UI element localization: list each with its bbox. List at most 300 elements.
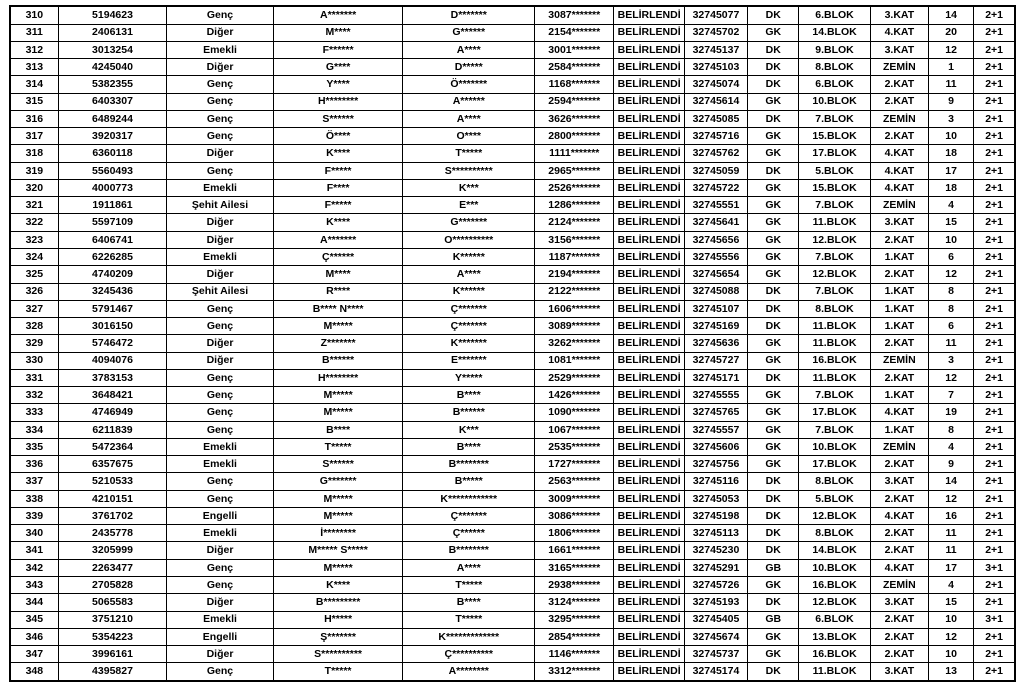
cell-last-name: B****** [403,404,535,421]
cell-application-no: 32745726 [684,577,747,594]
cell-category: Şehit Ailesi [167,283,274,300]
cell-phone: 3009******* [535,490,614,507]
table-row [10,59,1015,76]
cell-block: 7.BLOK [799,421,870,438]
table-row [10,369,1015,386]
cell-code: GK [748,24,799,41]
cell-code: GK [748,231,799,248]
cell-applicant-id: 4740209 [58,266,167,283]
cell-category: Genç [167,6,274,24]
cell-apartment-no: 11 [928,76,973,93]
cell-application-no: 32745171 [684,369,747,386]
cell-application-no: 32745116 [684,473,747,490]
cell-row-number: 325 [10,266,58,283]
cell-phone: 1806******* [535,525,614,542]
cell-status: BELİRLENDİ [614,594,684,611]
cell-house-type: 2+1 [974,214,1015,231]
cell-block: 5.BLOK [799,162,870,179]
cell-apartment-no: 11 [928,542,973,559]
cell-code: GK [748,438,799,455]
table-row [10,76,1015,93]
cell-block: 11.BLOK [799,335,870,352]
cell-last-name: O**** [403,128,535,145]
cell-house-type: 2+1 [974,473,1015,490]
cell-apartment-no: 10 [928,646,973,663]
cell-house-type: 2+1 [974,145,1015,162]
cell-phone: 1067******* [535,421,614,438]
cell-house-type: 2+1 [974,404,1015,421]
cell-apartment-no: 10 [928,611,973,628]
cell-application-no: 32745551 [684,197,747,214]
cell-block: 12.BLOK [799,266,870,283]
cell-code: DK [748,41,799,58]
cell-applicant-id: 6360118 [58,145,167,162]
cell-status: BELİRLENDİ [614,248,684,265]
cell-applicant-id: 6226285 [58,248,167,265]
cell-phone: 3089******* [535,318,614,335]
cell-apartment-no: 8 [928,300,973,317]
cell-applicant-id: 3920317 [58,128,167,145]
cell-applicant-id: 6489244 [58,110,167,127]
cell-applicant-id: 4746949 [58,404,167,421]
cell-last-name: K*** [403,421,535,438]
cell-row-number: 342 [10,559,58,576]
cell-category: Emekli [167,456,274,473]
cell-house-type: 2+1 [974,266,1015,283]
cell-category: Genç [167,76,274,93]
cell-code: GK [748,456,799,473]
cell-first-name: M**** [273,24,403,41]
cell-category: Genç [167,93,274,110]
cell-row-number: 334 [10,421,58,438]
table-row [10,214,1015,231]
table-row [10,145,1015,162]
cell-block: 12.BLOK [799,231,870,248]
cell-first-name: M**** [273,266,403,283]
cell-status: BELİRLENDİ [614,559,684,576]
cell-house-type: 2+1 [974,577,1015,594]
cell-code: DK [748,162,799,179]
cell-application-no: 32745230 [684,542,747,559]
cell-category: Emekli [167,611,274,628]
cell-category: Diğer [167,145,274,162]
cell-phone: 1606******* [535,300,614,317]
cell-application-no: 32745756 [684,456,747,473]
table-row [10,404,1015,421]
cell-code: GK [748,421,799,438]
cell-house-type: 3+1 [974,611,1015,628]
table-row [10,507,1015,524]
table-row [10,438,1015,455]
cell-apartment-no: 12 [928,628,973,645]
cell-block: 16.BLOK [799,646,870,663]
cell-first-name: R**** [273,283,403,300]
cell-house-type: 2+1 [974,335,1015,352]
table-row [10,663,1015,681]
cell-house-type: 2+1 [974,76,1015,93]
cell-code: DK [748,6,799,24]
cell-row-number: 330 [10,352,58,369]
cell-category: Diğer [167,266,274,283]
cell-block: 8.BLOK [799,473,870,490]
cell-last-name: D***** [403,59,535,76]
cell-block: 16.BLOK [799,352,870,369]
cell-block: 8.BLOK [799,300,870,317]
cell-last-name: Ç******* [403,507,535,524]
cell-block: 14.BLOK [799,24,870,41]
cell-first-name: K**** [273,145,403,162]
cell-last-name: B**** [403,594,535,611]
cell-row-number: 322 [10,214,58,231]
table-row [10,93,1015,110]
cell-applicant-id: 3996161 [58,646,167,663]
cell-first-name: B**** [273,421,403,438]
cell-house-type: 2+1 [974,507,1015,524]
cell-status: BELİRLENDİ [614,300,684,317]
cell-status: BELİRLENDİ [614,404,684,421]
cell-floor: 4.KAT [870,145,928,162]
cell-status: BELİRLENDİ [614,318,684,335]
table-row [10,283,1015,300]
cell-house-type: 2+1 [974,318,1015,335]
cell-application-no: 32745107 [684,300,747,317]
cell-status: BELİRLENDİ [614,542,684,559]
cell-status: BELİRLENDİ [614,525,684,542]
cell-house-type: 2+1 [974,110,1015,127]
cell-applicant-id: 5597109 [58,214,167,231]
cell-last-name: B***** [403,473,535,490]
cell-block: 13.BLOK [799,628,870,645]
cell-first-name: M***** [273,404,403,421]
cell-code: GK [748,214,799,231]
cell-code: DK [748,283,799,300]
cell-first-name: Y**** [273,76,403,93]
cell-code: DK [748,369,799,386]
cell-last-name: B******** [403,542,535,559]
cell-floor: 1.KAT [870,248,928,265]
cell-status: BELİRLENDİ [614,266,684,283]
cell-house-type: 2+1 [974,628,1015,645]
cell-floor: 2.KAT [870,646,928,663]
table-row [10,525,1015,542]
cell-row-number: 343 [10,577,58,594]
cell-last-name: K****** [403,248,535,265]
cell-apartment-no: 9 [928,456,973,473]
cell-last-name: B**** [403,387,535,404]
cell-application-no: 32745555 [684,387,747,404]
cell-phone: 1661******* [535,542,614,559]
cell-phone: 2854******* [535,628,614,645]
cell-first-name: S****** [273,456,403,473]
cell-apartment-no: 4 [928,577,973,594]
cell-last-name: T***** [403,577,535,594]
cell-status: BELİRLENDİ [614,421,684,438]
cell-first-name: M***** S***** [273,542,403,559]
cell-status: BELİRLENDİ [614,369,684,386]
cell-first-name: B****** [273,352,403,369]
cell-application-no: 32745137 [684,41,747,58]
cell-floor: 3.KAT [870,663,928,681]
cell-row-number: 329 [10,335,58,352]
cell-row-number: 347 [10,646,58,663]
cell-floor: 3.KAT [870,41,928,58]
cell-status: BELİRLENDİ [614,352,684,369]
cell-house-type: 2+1 [974,162,1015,179]
cell-application-no: 32745606 [684,438,747,455]
cell-code: DK [748,490,799,507]
cell-applicant-id: 2263477 [58,559,167,576]
cell-first-name: Ö**** [273,128,403,145]
cell-floor: 2.KAT [870,93,928,110]
cell-floor: ZEMİN [870,197,928,214]
cell-application-no: 32745077 [684,6,747,24]
cell-status: BELİRLENDİ [614,197,684,214]
cell-code: DK [748,59,799,76]
cell-code: GK [748,404,799,421]
cell-status: BELİRLENDİ [614,283,684,300]
cell-block: 15.BLOK [799,128,870,145]
cell-block: 10.BLOK [799,559,870,576]
cell-apartment-no: 11 [928,525,973,542]
cell-floor: 1.KAT [870,387,928,404]
cell-application-no: 32745737 [684,646,747,663]
cell-last-name: S********** [403,162,535,179]
cell-row-number: 313 [10,59,58,76]
cell-floor: 2.KAT [870,231,928,248]
cell-category: Genç [167,577,274,594]
cell-block: 7.BLOK [799,197,870,214]
cell-house-type: 2+1 [974,6,1015,24]
cell-status: BELİRLENDİ [614,214,684,231]
cell-category: Genç [167,559,274,576]
cell-apartment-no: 16 [928,507,973,524]
cell-phone: 2194******* [535,266,614,283]
cell-last-name: Ç********** [403,646,535,663]
cell-floor: ZEMİN [870,438,928,455]
cell-first-name: H******** [273,93,403,110]
cell-last-name: A****** [403,93,535,110]
cell-code: GK [748,93,799,110]
cell-apartment-no: 18 [928,145,973,162]
cell-applicant-id: 4000773 [58,179,167,196]
cell-last-name: A**** [403,559,535,576]
cell-first-name: İ******** [273,525,403,542]
cell-phone: 3086******* [535,507,614,524]
cell-house-type: 3+1 [974,559,1015,576]
cell-application-no: 32745088 [684,283,747,300]
cell-category: Genç [167,300,274,317]
cell-floor: ZEMİN [870,59,928,76]
cell-first-name: S****** [273,110,403,127]
cell-house-type: 2+1 [974,352,1015,369]
cell-last-name: A**** [403,41,535,58]
cell-status: BELİRLENDİ [614,473,684,490]
table-row [10,318,1015,335]
cell-status: BELİRLENDİ [614,507,684,524]
cell-apartment-no: 12 [928,490,973,507]
cell-row-number: 345 [10,611,58,628]
cell-application-no: 32745174 [684,663,747,681]
cell-code: GB [748,611,799,628]
cell-code: GK [748,387,799,404]
cell-first-name: Ç****** [273,248,403,265]
table-row [10,456,1015,473]
cell-last-name: Y***** [403,369,535,386]
cell-apartment-no: 7 [928,387,973,404]
cell-applicant-id: 3016150 [58,318,167,335]
cell-apartment-no: 12 [928,41,973,58]
cell-status: BELİRLENDİ [614,577,684,594]
cell-apartment-no: 20 [928,24,973,41]
cell-application-no: 32745074 [684,76,747,93]
cell-first-name: M***** [273,387,403,404]
cell-floor: 4.KAT [870,162,928,179]
cell-block: 8.BLOK [799,59,870,76]
cell-first-name: Z******* [273,335,403,352]
cell-floor: 2.KAT [870,490,928,507]
cell-category: Diğer [167,352,274,369]
cell-block: 7.BLOK [799,248,870,265]
cell-code: GK [748,646,799,663]
cell-last-name: D******* [403,6,535,24]
cell-category: Genç [167,473,274,490]
cell-first-name: H***** [273,611,403,628]
cell-phone: 3626******* [535,110,614,127]
cell-application-no: 32745198 [684,507,747,524]
cell-status: BELİRLENDİ [614,179,684,196]
cell-apartment-no: 6 [928,248,973,265]
cell-category: Diğer [167,542,274,559]
cell-row-number: 331 [10,369,58,386]
cell-block: 8.BLOK [799,525,870,542]
cell-block: 12.BLOK [799,507,870,524]
cell-block: 9.BLOK [799,41,870,58]
cell-floor: 1.KAT [870,300,928,317]
cell-applicant-id: 5382355 [58,76,167,93]
cell-floor: 4.KAT [870,24,928,41]
cell-floor: 2.KAT [870,369,928,386]
cell-house-type: 2+1 [974,197,1015,214]
cell-category: Diğer [167,214,274,231]
cell-phone: 2122******* [535,283,614,300]
cell-row-number: 336 [10,456,58,473]
cell-last-name: Ç****** [403,525,535,542]
cell-last-name: T***** [403,611,535,628]
cell-last-name: O********** [403,231,535,248]
cell-status: BELİRLENDİ [614,646,684,663]
cell-status: BELİRLENDİ [614,438,684,455]
cell-status: BELİRLENDİ [614,387,684,404]
cell-first-name: M***** [273,318,403,335]
cell-house-type: 2+1 [974,525,1015,542]
cell-first-name: H******** [273,369,403,386]
cell-applicant-id: 3205999 [58,542,167,559]
cell-block: 6.BLOK [799,76,870,93]
cell-house-type: 2+1 [974,646,1015,663]
cell-phone: 1081******* [535,352,614,369]
cell-row-number: 317 [10,128,58,145]
cell-floor: 4.KAT [870,404,928,421]
cell-house-type: 2+1 [974,594,1015,611]
cell-floor: 2.KAT [870,76,928,93]
cell-status: BELİRLENDİ [614,145,684,162]
cell-phone: 3262******* [535,335,614,352]
cell-row-number: 314 [10,76,58,93]
cell-house-type: 2+1 [974,490,1015,507]
cell-floor: 2.KAT [870,628,928,645]
cell-row-number: 324 [10,248,58,265]
cell-application-no: 32745085 [684,110,747,127]
results-table [9,5,1016,682]
cell-applicant-id: 4210151 [58,490,167,507]
cell-applicant-id: 5194623 [58,6,167,24]
cell-apartment-no: 4 [928,438,973,455]
cell-phone: 1426******* [535,387,614,404]
table-row [10,594,1015,611]
cell-row-number: 320 [10,179,58,196]
cell-category: Genç [167,162,274,179]
cell-code: DK [748,300,799,317]
cell-house-type: 2+1 [974,24,1015,41]
cell-first-name: S********** [273,646,403,663]
cell-phone: 2154******* [535,24,614,41]
cell-status: BELİRLENDİ [614,231,684,248]
cell-application-no: 32745727 [684,352,747,369]
cell-category: Emekli [167,179,274,196]
cell-application-no: 32745702 [684,24,747,41]
cell-first-name: F***** [273,197,403,214]
cell-block: 11.BLOK [799,369,870,386]
cell-house-type: 2+1 [974,387,1015,404]
cell-code: DK [748,594,799,611]
cell-application-no: 32745636 [684,335,747,352]
cell-block: 10.BLOK [799,93,870,110]
cell-block: 6.BLOK [799,6,870,24]
cell-last-name: Ç******* [403,318,535,335]
cell-status: BELİRLENDİ [614,628,684,645]
cell-application-no: 32745169 [684,318,747,335]
cell-last-name: Ç******* [403,300,535,317]
cell-category: Diğer [167,646,274,663]
cell-applicant-id: 2406131 [58,24,167,41]
cell-row-number: 341 [10,542,58,559]
cell-phone: 3295******* [535,611,614,628]
cell-last-name: E*** [403,197,535,214]
cell-block: 14.BLOK [799,542,870,559]
cell-applicant-id: 3245436 [58,283,167,300]
cell-apartment-no: 13 [928,663,973,681]
cell-code: GK [748,248,799,265]
cell-floor: 3.KAT [870,594,928,611]
cell-last-name: K******* [403,335,535,352]
cell-applicant-id: 5791467 [58,300,167,317]
cell-category: Genç [167,369,274,386]
table-row [10,577,1015,594]
cell-floor: 2.KAT [870,611,928,628]
cell-apartment-no: 10 [928,231,973,248]
cell-row-number: 339 [10,507,58,524]
cell-house-type: 2+1 [974,93,1015,110]
cell-floor: 4.KAT [870,507,928,524]
cell-phone: 1727******* [535,456,614,473]
cell-first-name: T***** [273,663,403,681]
cell-first-name: G**** [273,59,403,76]
table-row [10,266,1015,283]
cell-application-no: 32745641 [684,214,747,231]
cell-apartment-no: 15 [928,594,973,611]
cell-phone: 2526******* [535,179,614,196]
cell-category: Diğer [167,24,274,41]
